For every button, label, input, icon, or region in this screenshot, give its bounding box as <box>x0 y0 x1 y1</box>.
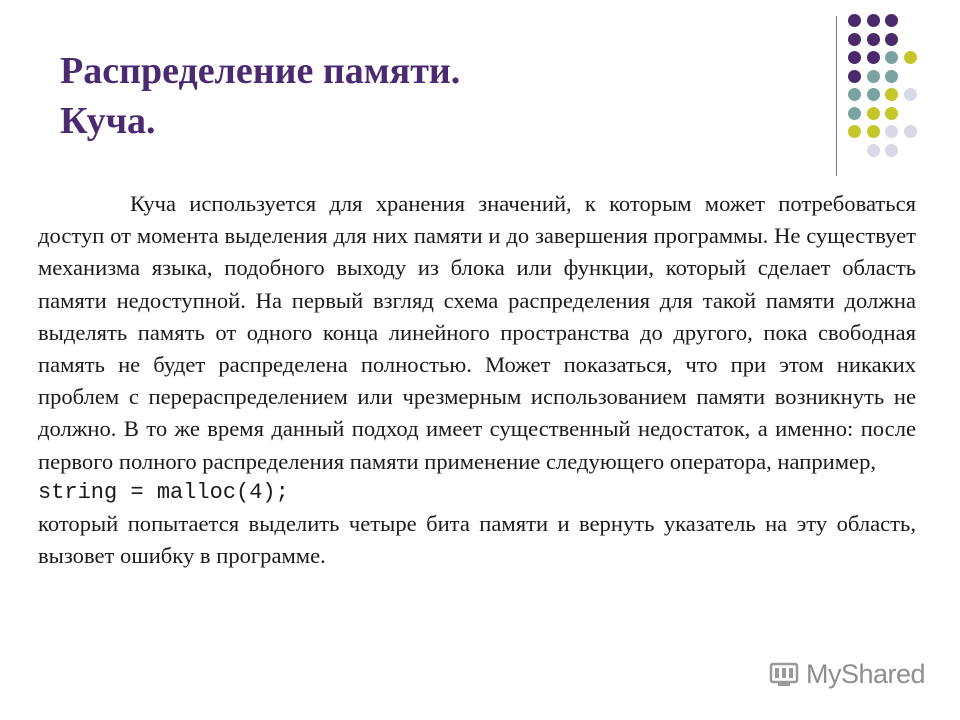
body-paragraph-1: Куча используется для хранения значений, к которым может потребоваться доступ от момента выделения для них памяти и до завершения программы. Не существует механизма языка, подобного выходу из блока или функции, который сделает область памяти недоступной. На первый взгляд схема распределения для такой памяти должна выделять память от одного конца линейного пространства до другого, пока свободная память не будет распределена полностью. Может показаться, что при этом никаких проблем с перераспределением или чрезмерным использованием памяти возникнуть не должно. В то же время данный подход имеет существенный недостаток, а именно: после первого полного распределения памяти применение следующего оператора, например, <box>38 191 916 474</box>
decorative-dot <box>867 51 880 64</box>
code-line: string = malloc(4); <box>38 479 289 505</box>
decorative-dot <box>867 70 880 83</box>
decorative-dot <box>848 33 861 46</box>
decorative-dot <box>885 107 898 120</box>
decorative-dot <box>848 125 861 138</box>
myshared-logo-icon <box>768 658 800 690</box>
decorative-dot <box>867 14 880 27</box>
slide-title <box>60 46 460 146</box>
decorative-dot <box>848 14 861 27</box>
decorative-dot <box>848 107 861 120</box>
decorative-dot <box>885 51 898 64</box>
decorative-dot <box>885 70 898 83</box>
title-line-1: Распределение памяти. <box>60 50 461 92</box>
slide-body <box>38 188 916 572</box>
decorative-dot <box>904 88 917 101</box>
decorative-divider <box>836 16 837 176</box>
decorative-dot <box>904 51 917 64</box>
decorative-dot <box>867 107 880 120</box>
myshared-watermark <box>768 656 925 692</box>
myshared-logo-text: MyShared <box>806 658 926 689</box>
decorative-dot <box>904 125 917 138</box>
decorative-dot <box>848 70 861 83</box>
decorative-dot-grid <box>848 14 938 154</box>
body-paragraph-2: который попытается выделить четыре бита памяти и вернуть указатель на эту область, вызовет ошибку в программе. <box>38 510 916 569</box>
decorative-dot <box>867 125 880 138</box>
decorative-dot <box>848 51 861 64</box>
decorative-dot <box>885 33 898 46</box>
decorative-dot <box>848 88 861 101</box>
decorative-dot <box>885 14 898 27</box>
decorative-dot <box>885 125 898 138</box>
decorative-dot <box>867 88 880 101</box>
decorative-dot <box>867 33 880 46</box>
decorative-dot <box>885 88 898 101</box>
title-line-2: Куча. <box>60 100 156 142</box>
decorative-dot <box>867 144 880 157</box>
decorative-dot <box>885 144 898 157</box>
